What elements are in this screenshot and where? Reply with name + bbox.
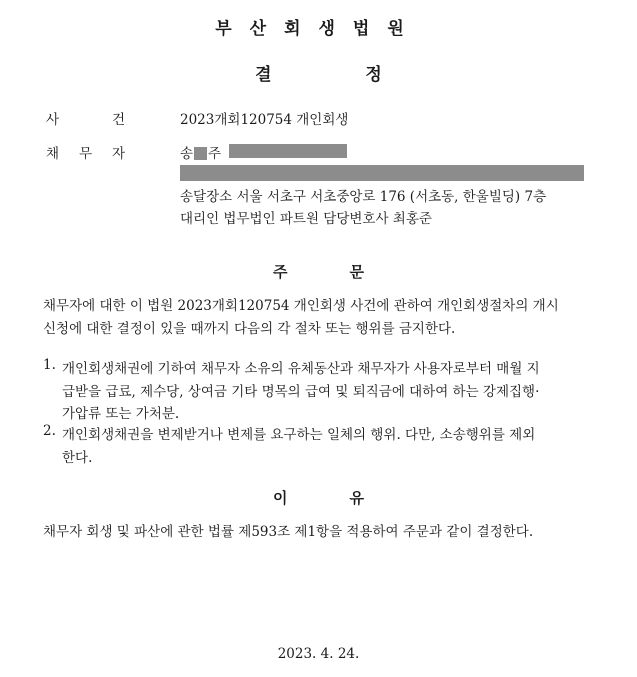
debtor-label: 채 무 자	[46, 146, 126, 162]
service-place: 송달장소 서울 서초구 서초중앙로 176 (서초동, 한울빌딩) 7층	[180, 189, 547, 205]
debtor-name	[180, 142, 221, 162]
order-heading-left: 주	[273, 263, 288, 281]
debtor-name-first: 송	[180, 146, 194, 162]
court-name: 부산회생법원	[215, 19, 422, 39]
reason-heading-left: 이	[273, 489, 288, 507]
debtor-name-last: 주	[208, 146, 222, 162]
reason-heading	[0, 487, 637, 508]
redaction-id	[229, 144, 347, 158]
case-label: 사 건	[46, 112, 126, 128]
item-1-number: 1.	[43, 357, 56, 373]
item-1-line1: 개인회생채권에 기하여 채무자 소유의 유체동산과 채무자가 사용자로부터 매월 지	[62, 361, 540, 377]
redaction-address	[180, 165, 584, 181]
order-heading	[0, 261, 637, 282]
document-type-left: 결	[255, 65, 272, 85]
order-intro-line1: 채무자에 대한 이 법원 2023개회120754 개인회생 사건에 관하여 개인회생절차의 개시	[43, 298, 559, 314]
order-heading-right: 문	[349, 263, 364, 281]
item-2-line1: 개인회생채권을 변제받거나 변제를 요구하는 일체의 행위. 다만, 소송행위를 제외	[62, 427, 536, 443]
document-type	[0, 60, 637, 85]
reason-text: 채무자 회생 및 파산에 관한 법률 제593조 제1항을 적용하여 주문과 같이 결정한다.	[43, 524, 534, 540]
document-type-right: 정	[365, 65, 382, 85]
item-1-line3: 가압류 또는 가처분.	[62, 406, 180, 422]
agent: 대리인 법무법인 파트원 담당변호사 최홍준	[180, 211, 432, 227]
reason-heading-right: 유	[349, 489, 364, 507]
item-2-number: 2.	[43, 423, 56, 439]
item-1-line2: 급받을 급료, 제수당, 상여금 기타 명목의 급여 및 퇴직금에 대하여 하는 강제집행·	[62, 384, 540, 400]
redaction-name	[194, 147, 207, 160]
order-intro-line2: 신청에 대한 결정이 있을 때까지 다음의 각 절차 또는 행위를 금지한다.	[43, 321, 456, 337]
item-2-line2: 한다.	[62, 450, 93, 466]
decision-date: 2023. 4. 24.	[277, 646, 360, 662]
case-value: 2023개회120754 개인회생	[180, 112, 349, 128]
